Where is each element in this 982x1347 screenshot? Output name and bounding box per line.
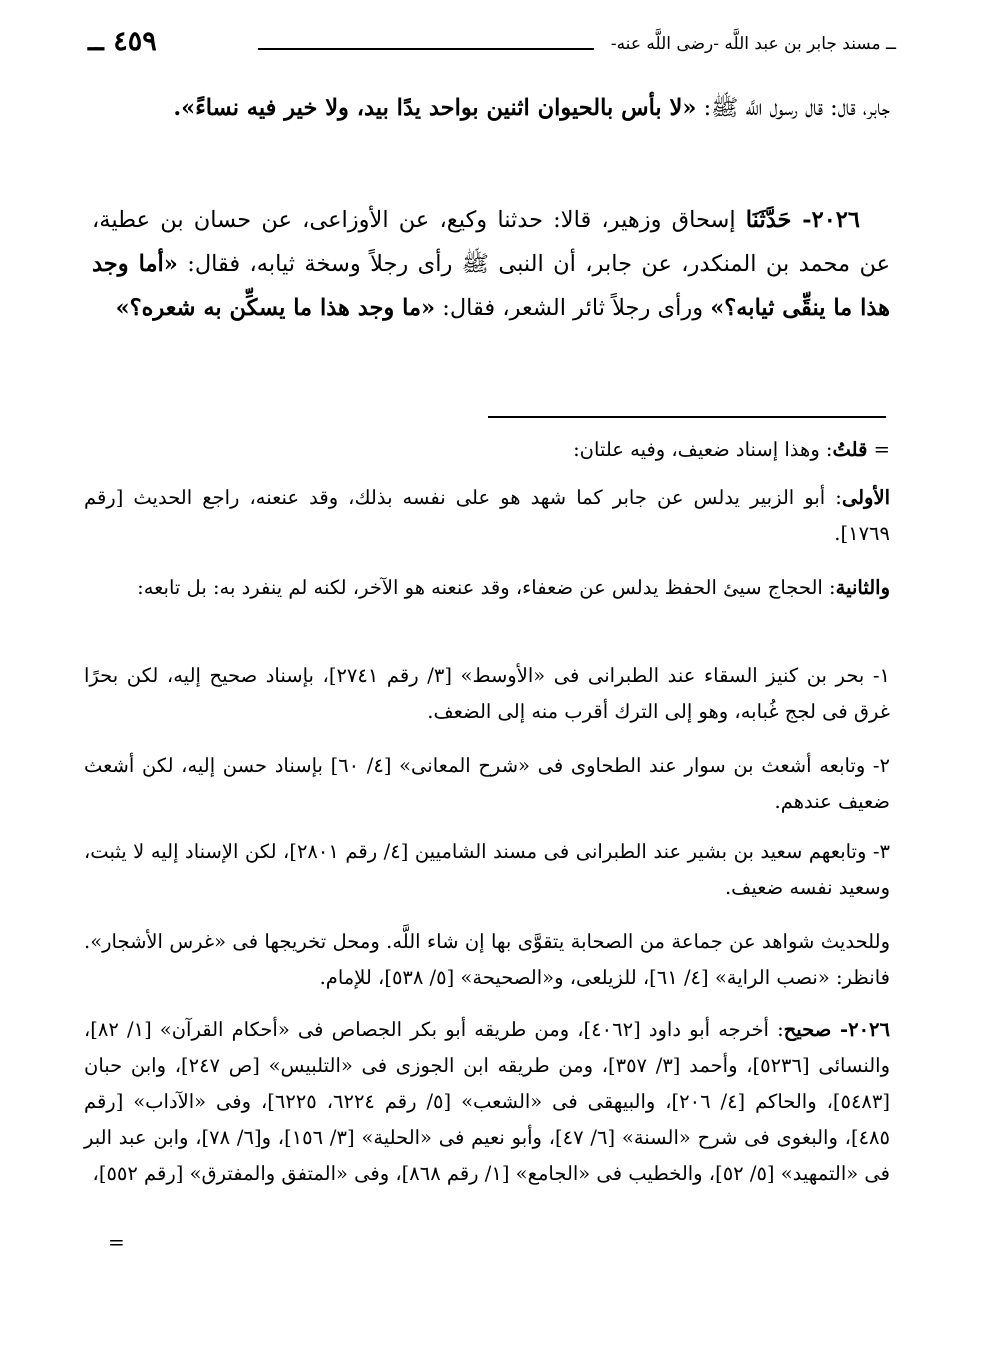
continuation-mark-end: = [108, 1230, 125, 1254]
prophetic-quote: «لا بأس بالحيوان اثنين بواحد يدًا بيد، ولا خير فيه نساءً». [173, 95, 697, 121]
note-text: : أخرجه أبو داود [٤٠٦٢]، ومن طريقه أبو بكر الجصاص فى «أحكام القرآن» [١/ ٨٢]، والنسائى [٥٢٣٦]، وأحمد [٣/ ٣٥٧]، ومن طريقه ابن الجوزى فى «التلبيس» [ص ٢٤٧]، وابن حبان [٥٤٨٣]، والحاكم [٤/ ٢٠٦]، والبيهقى فى «الشعب» [٥/ رقم ٦٢٢٤، ٦٢٢٥]، وفى «الآداب» [رقم ٤٨٥]، والبغوى فى شرح «السنة» [٦/ ٤٧]، وأبو نعيم فى «الحلية» [٣/ ١٥٦]، و[٦/ ٧٨]، وابن عبد البر فى «التمهيد» [٥/ ٥٢]، والخطيب فى «الجامع» [١/ رقم ٨٦٨]، وفى «المتفق والمفترق» [رقم ٥٥٢]، [84, 1018, 891, 1185]
hadith-2026 [92, 198, 890, 330]
note-heading: والثانية [835, 576, 890, 599]
note-text: : أبو الزبير يدلس عن جابر كما شهد هو على نفسه بذلك، وقد عنعنه، راجع الحديث [رقم ١٧٦٩]. [84, 486, 890, 545]
prophetic-quote-1: «أما وجد هذا ما ينقِّى ثيابه؟» [92, 251, 890, 321]
note-heading: قلتُ [832, 438, 868, 461]
note-witnesses: وللحديث شواهد عن جماعة من الصحابة يتقوَّى بها إن شاء اللَّه. ومحل تخريجها فى «غرس الأشجار». فانظر: «نصب الراية» [٤/ ٦١]، للزيلعى، و«الصحيحة» [٥/ ٥٣٨]، للإمام. [84, 930, 890, 989]
note-text: : الحجاج سيئ الحفظ يدلس عن ضعفاء، وقد عنعنه هو الآخر، لكنه لم ينفرد به: بل تابعه: [137, 576, 836, 599]
note-intro [84, 432, 890, 468]
running-header [88, 26, 896, 66]
hadith-text: جابر، قال: قال رسول اللَّه ﷺ: [696, 95, 890, 121]
continuation-mark: = [867, 438, 890, 461]
note-takhrij-2026 [84, 1012, 890, 1192]
note-item-3: ٣- وتابعهم سعيد بن بشير عند الطبرانى فى مسند الشاميين [٤/ رقم ٢٨٠١]، لكن الإسناد إليه لا يثبت، وسعيد نفسه ضعيف. [84, 840, 891, 899]
note-item-2: ٢- وتابعه أشعث بن سوار عند الطحاوى فى «شرح المعانى» [٤/ ٦٠] بإسناد حسن إليه، لكن أشعث ضعيف عندهم. [84, 754, 890, 813]
note-item-1: ١- بحر بن كنيز السقاء عند الطبرانى فى «الأوسط» [٣/ رقم ٢٧٤١]، بإسناد صحيح إليه، لكن بحرًا غرق فى لجج غُبابه، وهو إلى الترك أقرب منه إلى الضعف. [84, 664, 890, 723]
header-rule [258, 48, 594, 50]
hadith-continuation [92, 86, 890, 130]
hadith-number: ٢٠٢٦ [811, 207, 860, 233]
prophetic-quote-2: «ما وجد هذا ما يسكِّن به شعره؟» [115, 295, 436, 321]
running-title: ــ مسند جابر بن عبد اللَّه -رضى اللَّه عنه- [610, 34, 896, 54]
narration-lead: - حَدَّثَنَا [745, 207, 812, 233]
footnote-separator [488, 416, 886, 418]
note-first-defect [84, 480, 890, 552]
note-heading: الأولى [841, 486, 890, 509]
page-number: ٤٥٩ ــ [88, 26, 157, 57]
note-heading: ٢٠٢٦- صحيح [783, 1018, 890, 1041]
note-second-defect [84, 570, 890, 606]
note-text: : وهذا إسناد ضعيف، وفيه علتان: [573, 438, 833, 461]
hadith-text-2: ورأى رجلاً ثائر الشعر، فقال: [435, 295, 711, 321]
isnad-text: إسحاق وزهير، قالا: حدثنا وكيع، عن الأوزاعى، عن حسان بن عطية، عن محمد بن المنكدر، عن جابر، أن النبى ﷺ رأى رجلاً وسخة ثيابه، فقال: [92, 207, 890, 277]
